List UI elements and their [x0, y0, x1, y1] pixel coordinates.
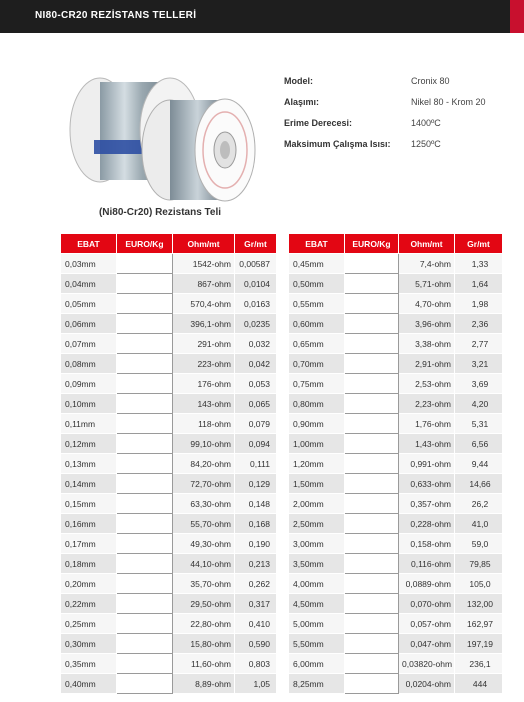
cell-gr-mt: 0,590 — [235, 634, 277, 654]
cell-gr-mt: 0,213 — [235, 554, 277, 574]
table-body — [289, 254, 503, 694]
cell-gr-mt: 1,05 — [235, 674, 277, 694]
cell-ebat: 0,75mm — [289, 374, 345, 394]
table-row — [289, 674, 503, 694]
cell-euro-kg — [345, 534, 399, 554]
cell-ohm-mt: 5,71-ohm — [399, 274, 455, 294]
cell-gr-mt: 41,0 — [455, 514, 503, 534]
cell-gr-mt: 1,98 — [455, 294, 503, 314]
cell-euro-kg — [345, 294, 399, 314]
spec-label: Maksimum Çalışma Isısı: — [284, 139, 391, 149]
cell-ebat: 1,20mm — [289, 454, 345, 474]
table-row — [61, 594, 277, 614]
cell-gr-mt: 9,44 — [455, 454, 503, 474]
cell-gr-mt: 2,36 — [455, 314, 503, 334]
cell-gr-mt: 0,00587 — [235, 254, 277, 274]
table-row — [289, 614, 503, 634]
cell-ebat: 0,07mm — [61, 334, 117, 354]
cell-euro-kg — [345, 594, 399, 614]
cell-euro-kg — [117, 334, 173, 354]
cell-gr-mt: 5,31 — [455, 414, 503, 434]
cell-ohm-mt: 1542-ohm — [173, 254, 235, 274]
cell-ohm-mt: 223-ohm — [173, 354, 235, 374]
table-row — [289, 414, 503, 434]
cell-gr-mt: 0,317 — [235, 594, 277, 614]
cell-gr-mt: 0,094 — [235, 434, 277, 454]
cell-gr-mt: 444 — [455, 674, 503, 694]
cell-euro-kg — [345, 334, 399, 354]
table-row — [289, 354, 503, 374]
cell-gr-mt: 0,053 — [235, 374, 277, 394]
cell-ohm-mt: 0,047-ohm — [399, 634, 455, 654]
cell-gr-mt: 0,065 — [235, 394, 277, 414]
table-body — [61, 254, 277, 694]
cell-euro-kg — [117, 414, 173, 434]
cell-ohm-mt: 84,20-ohm — [173, 454, 235, 474]
cell-ohm-mt: 8,89-ohm — [173, 674, 235, 694]
spec-value: Nikel 80 - Krom 20 — [411, 97, 486, 107]
cell-gr-mt: 4,20 — [455, 394, 503, 414]
cell-gr-mt: 0,262 — [235, 574, 277, 594]
column-header-ohm-mt: Ohm/mt — [399, 234, 455, 254]
cell-euro-kg — [345, 674, 399, 694]
cell-euro-kg — [117, 354, 173, 374]
cell-ebat: 0,17mm — [61, 534, 117, 554]
cell-gr-mt: 132,00 — [455, 594, 503, 614]
cell-ohm-mt: 3,96-ohm — [399, 314, 455, 334]
table-row — [289, 374, 503, 394]
cell-euro-kg — [345, 254, 399, 274]
cell-ohm-mt: 0,357-ohm — [399, 494, 455, 514]
spec-value: Cronix 80 — [411, 76, 450, 86]
cell-gr-mt: 79,85 — [455, 554, 503, 574]
spec-row-max-temp — [284, 139, 514, 160]
table-row — [61, 514, 277, 534]
cell-euro-kg — [117, 474, 173, 494]
table-row — [61, 614, 277, 634]
cell-gr-mt: 0,803 — [235, 654, 277, 674]
cell-ebat: 0,70mm — [289, 354, 345, 374]
cell-gr-mt: 59,0 — [455, 534, 503, 554]
table-row — [61, 674, 277, 694]
spec-row-model — [284, 76, 514, 97]
cell-ohm-mt: 2,53-ohm — [399, 374, 455, 394]
cell-ebat: 2,50mm — [289, 514, 345, 534]
cell-ebat: 0,09mm — [61, 374, 117, 394]
table-row — [289, 334, 503, 354]
cell-ohm-mt: 143-ohm — [173, 394, 235, 414]
cell-ohm-mt: 11,60-ohm — [173, 654, 235, 674]
cell-ohm-mt: 0,0889-ohm — [399, 574, 455, 594]
cell-gr-mt: 0,190 — [235, 534, 277, 554]
cell-ohm-mt: 99,10-ohm — [173, 434, 235, 454]
cell-ebat: 0,08mm — [61, 354, 117, 374]
cell-ebat: 0,20mm — [61, 574, 117, 594]
table-row — [61, 354, 277, 374]
cell-ebat: 0,15mm — [61, 494, 117, 514]
cell-euro-kg — [345, 374, 399, 394]
table-row — [61, 574, 277, 594]
cell-ebat: 6,00mm — [289, 654, 345, 674]
cell-gr-mt: 0,0104 — [235, 274, 277, 294]
cell-ebat: 3,50mm — [289, 554, 345, 574]
cell-gr-mt: 105,0 — [455, 574, 503, 594]
cell-ebat: 0,10mm — [61, 394, 117, 414]
cell-ebat: 0,65mm — [289, 334, 345, 354]
cell-ebat: 0,80mm — [289, 394, 345, 414]
table-row — [289, 434, 503, 454]
cell-ohm-mt: 0,228-ohm — [399, 514, 455, 534]
table-row — [289, 634, 503, 654]
cell-ohm-mt: 49,30-ohm — [173, 534, 235, 554]
cell-gr-mt: 0,0235 — [235, 314, 277, 334]
table-row — [289, 594, 503, 614]
product-caption: (Ni80-Cr20) Rezistans Teli — [98, 207, 222, 218]
cell-euro-kg — [345, 634, 399, 654]
table-row — [61, 294, 277, 314]
page-header — [0, 0, 524, 33]
cell-gr-mt: 0,079 — [235, 414, 277, 434]
cell-ohm-mt: 0,633-ohm — [399, 474, 455, 494]
cell-ohm-mt: 0,158-ohm — [399, 534, 455, 554]
cell-euro-kg — [345, 454, 399, 474]
spec-value: 1250ºC — [411, 139, 441, 149]
cell-gr-mt: 26,2 — [455, 494, 503, 514]
cell-euro-kg — [117, 654, 173, 674]
cell-ebat: 0,13mm — [61, 454, 117, 474]
cell-euro-kg — [345, 474, 399, 494]
cell-ohm-mt: 72,70-ohm — [173, 474, 235, 494]
cell-gr-mt: 0,0163 — [235, 294, 277, 314]
table-row — [61, 434, 277, 454]
cell-ohm-mt: 2,23-ohm — [399, 394, 455, 414]
cell-euro-kg — [117, 574, 173, 594]
table-header-row — [61, 234, 277, 254]
cell-euro-kg — [345, 314, 399, 334]
cell-ebat: 5,50mm — [289, 634, 345, 654]
table-row — [61, 454, 277, 474]
cell-ebat: 5,00mm — [289, 614, 345, 634]
cell-euro-kg — [345, 414, 399, 434]
spec-row-melting-point — [284, 118, 514, 139]
cell-ohm-mt: 3,38-ohm — [399, 334, 455, 354]
table-row — [61, 634, 277, 654]
cell-euro-kg — [117, 254, 173, 274]
cell-ohm-mt: 0,070-ohm — [399, 594, 455, 614]
table-row — [289, 294, 503, 314]
cell-gr-mt: 3,69 — [455, 374, 503, 394]
cell-euro-kg — [117, 554, 173, 574]
table-row — [61, 274, 277, 294]
cell-gr-mt: 14,66 — [455, 474, 503, 494]
table-row — [289, 474, 503, 494]
column-header-gr-mt: Gr/mt — [455, 234, 503, 254]
cell-euro-kg — [117, 294, 173, 314]
spec-value: 1400ºC — [411, 118, 441, 128]
table-header-row — [289, 234, 503, 254]
cell-ohm-mt: 0,03820-ohm — [399, 654, 455, 674]
cell-ebat: 0,18mm — [61, 554, 117, 574]
cell-ohm-mt: 118-ohm — [173, 414, 235, 434]
table-row — [289, 314, 503, 334]
cell-ohm-mt: 22,80-ohm — [173, 614, 235, 634]
cell-ohm-mt: 396,1-ohm — [173, 314, 235, 334]
cell-ebat: 4,00mm — [289, 574, 345, 594]
column-header-ohm-mt: Ohm/mt — [173, 234, 235, 254]
spec-label: Erime Derecesi: — [284, 118, 353, 128]
spec-row-alloy — [284, 97, 514, 118]
cell-euro-kg — [117, 674, 173, 694]
cell-euro-kg — [345, 614, 399, 634]
cell-gr-mt: 3,21 — [455, 354, 503, 374]
cell-gr-mt: 1,33 — [455, 254, 503, 274]
table-row — [289, 394, 503, 414]
cell-ebat: 4,50mm — [289, 594, 345, 614]
cell-ebat: 0,50mm — [289, 274, 345, 294]
cell-euro-kg — [345, 494, 399, 514]
cell-ebat: 0,04mm — [61, 274, 117, 294]
table-row — [61, 534, 277, 554]
cell-ohm-mt: 55,70-ohm — [173, 514, 235, 534]
cell-gr-mt: 162,97 — [455, 614, 503, 634]
cell-gr-mt: 0,168 — [235, 514, 277, 534]
cell-ohm-mt: 0,991-ohm — [399, 454, 455, 474]
spec-label: Model: — [284, 76, 313, 86]
cell-gr-mt: 6,56 — [455, 434, 503, 454]
cell-ebat: 0,12mm — [61, 434, 117, 454]
column-header-euro-kg: EURO/Kg — [345, 234, 399, 254]
header-accent-bar — [510, 0, 524, 33]
table-row — [61, 474, 277, 494]
table-row — [289, 494, 503, 514]
column-header-ebat: EBAT — [61, 234, 117, 254]
cell-ebat: 0,11mm — [61, 414, 117, 434]
cell-euro-kg — [345, 274, 399, 294]
cell-gr-mt: 0,032 — [235, 334, 277, 354]
table-row — [61, 254, 277, 274]
cell-euro-kg — [117, 434, 173, 454]
cell-ebat: 0,22mm — [61, 594, 117, 614]
cell-ebat: 0,40mm — [61, 674, 117, 694]
cell-ohm-mt: 0,116-ohm — [399, 554, 455, 574]
cell-ebat: 0,25mm — [61, 614, 117, 634]
cell-euro-kg — [345, 354, 399, 374]
table-row — [61, 394, 277, 414]
cell-euro-kg — [117, 274, 173, 294]
cell-ebat: 0,30mm — [61, 634, 117, 654]
cell-ohm-mt: 0,0204-ohm — [399, 674, 455, 694]
cell-gr-mt: 0,129 — [235, 474, 277, 494]
table-row — [61, 314, 277, 334]
column-header-ebat: EBAT — [289, 234, 345, 254]
cell-ohm-mt: 2,91-ohm — [399, 354, 455, 374]
table-row — [289, 654, 503, 674]
cell-euro-kg — [345, 654, 399, 674]
cell-euro-kg — [117, 494, 173, 514]
cell-euro-kg — [345, 434, 399, 454]
cell-ebat: 0,05mm — [61, 294, 117, 314]
cell-ebat: 0,90mm — [289, 414, 345, 434]
cell-ohm-mt: 570,4-ohm — [173, 294, 235, 314]
table-row — [61, 654, 277, 674]
cell-euro-kg — [117, 614, 173, 634]
wire-spool-image — [60, 70, 260, 210]
table-row — [289, 254, 503, 274]
cell-ohm-mt: 29,50-ohm — [173, 594, 235, 614]
cell-euro-kg — [117, 394, 173, 414]
column-header-gr-mt: Gr/mt — [235, 234, 277, 254]
cell-gr-mt: 2,77 — [455, 334, 503, 354]
cell-gr-mt: 0,111 — [235, 454, 277, 474]
cell-euro-kg — [345, 574, 399, 594]
cell-gr-mt: 0,410 — [235, 614, 277, 634]
cell-ebat: 0,55mm — [289, 294, 345, 314]
cell-ohm-mt: 291-ohm — [173, 334, 235, 354]
spec-list — [284, 76, 514, 160]
cell-euro-kg — [345, 554, 399, 574]
cell-ohm-mt: 63,30-ohm — [173, 494, 235, 514]
cell-ebat: 0,14mm — [61, 474, 117, 494]
resistance-table-left — [60, 233, 277, 694]
cell-gr-mt: 1,64 — [455, 274, 503, 294]
table-row — [289, 534, 503, 554]
cell-gr-mt: 0,148 — [235, 494, 277, 514]
cell-ohm-mt: 4,70-ohm — [399, 294, 455, 314]
cell-ohm-mt: 35,70-ohm — [173, 574, 235, 594]
page-title: NI80-CR20 REZİSTANS TELLERİ — [35, 10, 197, 21]
cell-euro-kg — [117, 514, 173, 534]
cell-ohm-mt: 1,76-ohm — [399, 414, 455, 434]
table-row — [61, 554, 277, 574]
cell-ebat: 0,35mm — [61, 654, 117, 674]
cell-gr-mt: 0,042 — [235, 354, 277, 374]
cell-ebat: 0,03mm — [61, 254, 117, 274]
cell-ohm-mt: 867-ohm — [173, 274, 235, 294]
cell-euro-kg — [117, 314, 173, 334]
cell-ebat: 0,60mm — [289, 314, 345, 334]
table-row — [289, 514, 503, 534]
cell-ohm-mt: 0,057-ohm — [399, 614, 455, 634]
cell-euro-kg — [117, 374, 173, 394]
cell-ebat: 0,45mm — [289, 254, 345, 274]
cell-euro-kg — [117, 534, 173, 554]
cell-ebat: 1,50mm — [289, 474, 345, 494]
cell-ebat: 8,25mm — [289, 674, 345, 694]
table-row — [61, 494, 277, 514]
cell-euro-kg — [345, 394, 399, 414]
cell-ebat: 2,00mm — [289, 494, 345, 514]
table-row — [289, 454, 503, 474]
cell-ebat: 0,16mm — [61, 514, 117, 534]
cell-gr-mt: 236,1 — [455, 654, 503, 674]
cell-euro-kg — [345, 514, 399, 534]
cell-ebat: 3,00mm — [289, 534, 345, 554]
table-row — [61, 374, 277, 394]
cell-ohm-mt: 44,10-ohm — [173, 554, 235, 574]
cell-ebat: 0,06mm — [61, 314, 117, 334]
cell-ebat: 1,00mm — [289, 434, 345, 454]
resistance-table-right — [288, 233, 503, 694]
cell-ohm-mt: 1,43-ohm — [399, 434, 455, 454]
cell-gr-mt: 197,19 — [455, 634, 503, 654]
cell-ohm-mt: 176-ohm — [173, 374, 235, 394]
table-row — [61, 334, 277, 354]
cell-euro-kg — [117, 594, 173, 614]
table-row — [289, 274, 503, 294]
table-row — [289, 574, 503, 594]
cell-euro-kg — [117, 454, 173, 474]
cell-euro-kg — [117, 634, 173, 654]
table-row — [289, 554, 503, 574]
table-row — [61, 414, 277, 434]
column-header-euro-kg: EURO/Kg — [117, 234, 173, 254]
cell-ohm-mt: 15,80-ohm — [173, 634, 235, 654]
spec-label: Alaşımı: — [284, 97, 320, 107]
cell-ohm-mt: 7,4-ohm — [399, 254, 455, 274]
